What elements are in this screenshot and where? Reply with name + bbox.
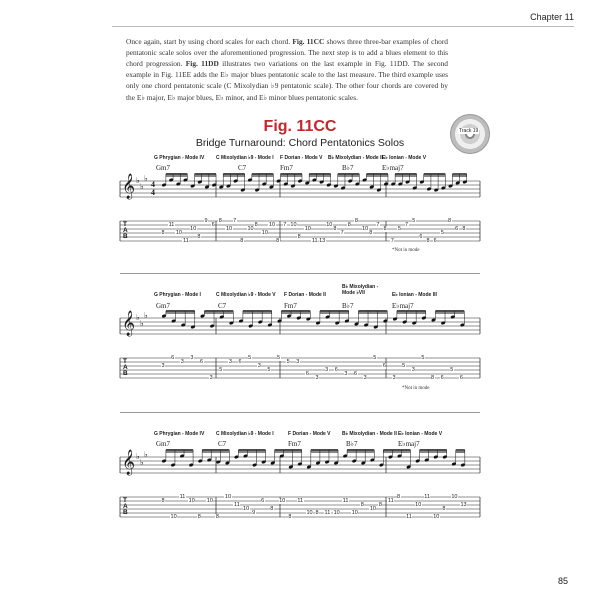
mode-label: B♭ Mixolydian - Mode II: [342, 431, 397, 437]
tab-fret-number: 11: [311, 238, 318, 244]
tab-fret-number: 10: [247, 226, 254, 232]
system-divider: [120, 412, 480, 413]
tab-label: T: [123, 497, 127, 504]
chord-symbol: C7: [218, 302, 227, 310]
tab-fret-number: 3: [392, 375, 396, 381]
tab-fret-number: 10: [362, 226, 369, 232]
tab-fret-number: 11: [179, 494, 186, 500]
chord-symbol: Gm7: [156, 440, 170, 448]
mode-label: B♭ Mixolydian - Mode ♭VII: [342, 284, 379, 296]
tab-fret-number: 5: [412, 218, 416, 224]
tab-fret-number: 3: [161, 363, 165, 369]
tab-fret-number: 10: [326, 222, 333, 228]
chord-symbol: C7: [218, 440, 227, 448]
tab-label: B: [123, 233, 128, 240]
tab-label: A: [123, 364, 128, 371]
tab-fret-number: 7: [340, 230, 344, 236]
fig-ref-11cc: Fig. 11CC: [292, 37, 325, 46]
tab-fret-number: 10: [451, 494, 458, 500]
tab-fret-number: 5: [440, 230, 444, 236]
tab-fret-number: 8: [315, 510, 319, 516]
tab-fret-number: 10: [333, 510, 340, 516]
tab-label: B: [123, 509, 128, 516]
tab-fret-number: 8: [161, 498, 165, 504]
tab-fret-number: 8: [448, 218, 452, 224]
tab-fret-number: 3: [344, 371, 348, 377]
tab-fret-number: 8: [161, 230, 165, 236]
tab-fret-number: 8: [462, 226, 466, 232]
tab-fret-number: 11: [387, 498, 394, 504]
chord-symbol: Fm7: [280, 164, 293, 172]
tab-fret-number: 11: [424, 494, 430, 500]
tab-fret-number: 11: [406, 514, 412, 520]
tab-fret-number: 8: [333, 226, 337, 232]
tab-fret-number: 8: [426, 238, 430, 244]
tab-fret-number: 11: [342, 498, 349, 504]
mode-label: C Mixolydian ♭9 - Mode I: [216, 431, 274, 437]
tab-fret-number: 8: [254, 222, 258, 228]
key-flat: ♭: [140, 319, 144, 328]
key-flat: ♭: [140, 182, 144, 191]
audio-cd-icon: [450, 114, 490, 154]
time-sig-top: 4: [151, 180, 155, 189]
mode-label: B♭ Mixolydian - Mode II: [328, 155, 383, 161]
tab-fret-number: 8: [218, 218, 222, 224]
tab-fret-number: 11: [324, 510, 331, 516]
figure-title: Fig. 11CC: [263, 118, 337, 135]
tab-fret-number: 8: [431, 375, 435, 381]
figure-subtitle: Bridge Turnaround: Chord Pentatonics Solos: [195, 137, 405, 149]
treble-clef: 𝄞: [122, 311, 136, 336]
tab-label: A: [123, 227, 128, 234]
chord-symbol: Gm7: [156, 302, 170, 310]
system-divider: [120, 273, 480, 274]
tab-label: T: [123, 358, 127, 365]
tab-fret-number: 9: [204, 218, 208, 224]
tab-fret-number: 8: [347, 222, 351, 228]
tab-fret-number: 9: [252, 510, 256, 516]
tab-fret-number: 13: [460, 502, 467, 508]
tab-fret-number: 10: [290, 222, 297, 228]
tab-fret-number: 8: [383, 226, 387, 232]
mode-label: E♭ Ionian - Mode V: [382, 155, 427, 161]
mode-label: G Phrygian - Mode I: [154, 292, 201, 298]
mode-label: F Dorian - Mode V: [288, 431, 331, 437]
page-number: 85: [557, 576, 568, 586]
tab-fret-number: 10: [206, 498, 213, 504]
tab-fret-number: 10: [279, 498, 286, 504]
key-flat: ♭: [136, 452, 140, 461]
chord-symbol: E♭maj7: [398, 440, 420, 448]
tab-fret-number: 6: [382, 363, 386, 369]
mode-label: E♭ Ionian - Mode III: [392, 292, 437, 298]
tab-fret-number: 10: [170, 514, 177, 520]
mode-label: G Phrygian - Mode IV: [154, 155, 205, 161]
tab-fret-number: 3: [363, 375, 367, 381]
chapter-label: Chapter 11: [530, 12, 574, 22]
mode-label: E♭ Ionian - Mode V: [398, 431, 443, 437]
tab-fret-number: 3: [228, 359, 232, 365]
tab-fret-number: 8: [270, 506, 274, 512]
tab-fret-number: 8: [369, 230, 373, 236]
tab-label: T: [123, 221, 127, 228]
tab-fret-number: 5: [373, 355, 377, 361]
tab-fret-number: 8: [215, 514, 219, 520]
tab-fret-number: 10: [306, 510, 313, 516]
treble-clef: 𝄞: [122, 450, 136, 475]
tab-fret-number: 3: [209, 375, 213, 381]
intro-paragraph: [126, 36, 448, 103]
chord-symbol: Fm7: [288, 440, 301, 448]
tab-fret-number: 5: [248, 355, 252, 361]
tab-fret-number: 10: [243, 506, 250, 512]
header-rule: [112, 26, 574, 27]
tab-fret-number: 3: [411, 367, 415, 373]
tab-fret-number: 5: [219, 367, 223, 373]
tab-fret-number: 10: [415, 502, 422, 508]
tab-fret-number: 5: [286, 359, 290, 365]
tab-fret-number: 6: [433, 238, 437, 244]
tab-fret-number: 6: [334, 367, 338, 373]
staff-svg: [120, 278, 480, 388]
tab-fret-number: 8: [297, 234, 301, 240]
tab-fret-number: 13: [319, 238, 326, 244]
tab-fret-number: 8: [197, 234, 201, 240]
tab-fret-number: 10: [190, 226, 197, 232]
staff-svg: [120, 427, 480, 537]
tab-fret-number: 7: [376, 222, 380, 228]
mode-label: F Dorian - Mode II: [284, 292, 326, 298]
key-flat: ♭: [144, 174, 148, 183]
tab-fret-number: 5: [421, 355, 425, 361]
tab-fret-number: 5: [267, 367, 271, 373]
tab-fret-number: 6: [238, 359, 242, 365]
footnote: *Not in mode: [402, 386, 430, 391]
tab-fret-number: 10: [369, 506, 376, 512]
chord-symbol: C7: [238, 164, 247, 172]
chord-symbol: E♭maj7: [392, 302, 414, 310]
mode-label: C Mixolydian ♭9 - Mode I: [216, 155, 274, 161]
key-flat: ♭: [136, 313, 140, 322]
tab-fret-number: 5: [397, 226, 401, 232]
tab-fret-number: 8: [276, 238, 280, 244]
tab-fret-number: 3: [325, 367, 329, 373]
tab-fret-number: 11: [182, 238, 189, 244]
tab-fret-number: 6: [211, 222, 215, 228]
notation-system-2: [120, 278, 480, 393]
tab-fret-number: 5: [277, 355, 281, 361]
tab-fret-number: 5: [450, 367, 454, 373]
tab-fret-number: 11: [297, 498, 304, 504]
tab-fret-number: 7: [233, 218, 237, 224]
tab-fret-number: 10: [225, 226, 233, 232]
chord-symbol: B♭7: [342, 302, 354, 310]
tab-label: A: [123, 503, 128, 510]
staff-svg: [120, 155, 480, 265]
tab-fret-number: 8: [360, 502, 364, 508]
tab-fret-number: 5: [402, 363, 406, 369]
chord-symbol: Gm7: [156, 164, 170, 172]
key-flat: ♭: [144, 450, 148, 459]
fig-ref-11dd: Fig. 11DD: [185, 59, 219, 69]
tab-fret-number: 10: [224, 494, 232, 500]
tab-fret-number: 8: [288, 514, 292, 520]
tab-fret-number: 3: [190, 355, 194, 361]
mode-label: G Phrygian - Mode IV: [154, 431, 205, 437]
chord-symbol: B♭7: [342, 164, 354, 172]
tab-label: B: [123, 370, 128, 377]
tab-fret-number: 6: [200, 359, 204, 365]
mode-label: C Mixolydian ♭9 - Mode V: [216, 292, 276, 298]
tab-fret-number: 6: [171, 355, 175, 361]
tab-fret-number: 11: [168, 222, 175, 228]
tab-fret-number: 3: [296, 359, 300, 365]
tab-fret-number: 11: [233, 502, 240, 508]
tab-fret-number: 10: [261, 230, 268, 236]
tab-fret-number: 6: [261, 498, 265, 504]
tab-fret-number: 10: [188, 498, 195, 504]
tab-fret-number: 3: [315, 375, 319, 381]
treble-clef: 𝄞: [122, 174, 136, 199]
chord-symbol: B♭7: [346, 440, 358, 448]
tab-fret-number: 8: [378, 502, 382, 508]
tab-fret-number: 8: [397, 494, 401, 500]
tab-fret-number: 3: [180, 359, 184, 365]
tab-fret-number: 6: [305, 371, 309, 377]
intro-text-3: illustrates two variations on the last example in Fig. 11DD. The second example in Fig. 11EE adds the E♭ major blues pentatonic scale to the last measure. The third example uses only one chord pentatonic scale (C Mixolydian ♭9 pentatonic scale). The other four chords are covered by the E♭ major, E♭ major blues, E♭ minor, and E♭ minor blues pentatonic scales.: [126, 59, 448, 102]
chord-symbol: Fm7: [284, 302, 297, 310]
mode-label: F Dorian - Mode V: [280, 155, 323, 161]
tab-fret-number: 10: [304, 226, 311, 232]
intro-text-1: Once again, start by using chord scales for each chord.: [126, 37, 293, 46]
notation-system-1: [120, 155, 480, 255]
key-flat: ♭: [140, 458, 144, 467]
tab-fret-number: 6: [354, 371, 358, 377]
tab-fret-number: 6: [419, 234, 423, 240]
tab-fret-number: 6: [440, 375, 444, 381]
time-sig-bottom: 4: [151, 188, 155, 197]
tab-fret-number: 7: [405, 222, 409, 228]
notation-system-3: [120, 427, 480, 537]
tab-fret-number: 8: [197, 514, 201, 520]
tab-fret-number: 8: [354, 218, 358, 224]
tab-fret-number: 8: [442, 506, 446, 512]
tab-fret-number: 6: [459, 375, 463, 381]
key-flat: ♭: [144, 311, 148, 320]
footnote: *Not in mode: [392, 248, 420, 253]
tab-fret-number: 10: [351, 510, 358, 516]
intro-text-2: shows three three-bar examples of chord pentatonic scale solos over the aforementioned progression. The next step is to add a blues element to this chord progression.: [126, 37, 448, 69]
track-label: Track 19: [459, 128, 479, 134]
tab-fret-number: 10: [433, 514, 440, 520]
key-flat: ♭: [136, 176, 140, 185]
tab-fret-number: 10: [268, 222, 276, 228]
tab-fret-number: 7: [283, 222, 287, 228]
chord-symbol: E♭maj7: [382, 164, 404, 172]
tab-fret-number: 6: [455, 226, 459, 232]
tab-fret-number: 7: [390, 238, 394, 244]
tab-fret-number: 10: [175, 230, 182, 236]
tab-fret-number: 3: [257, 363, 261, 369]
tab-fret-number: 8: [240, 238, 244, 244]
